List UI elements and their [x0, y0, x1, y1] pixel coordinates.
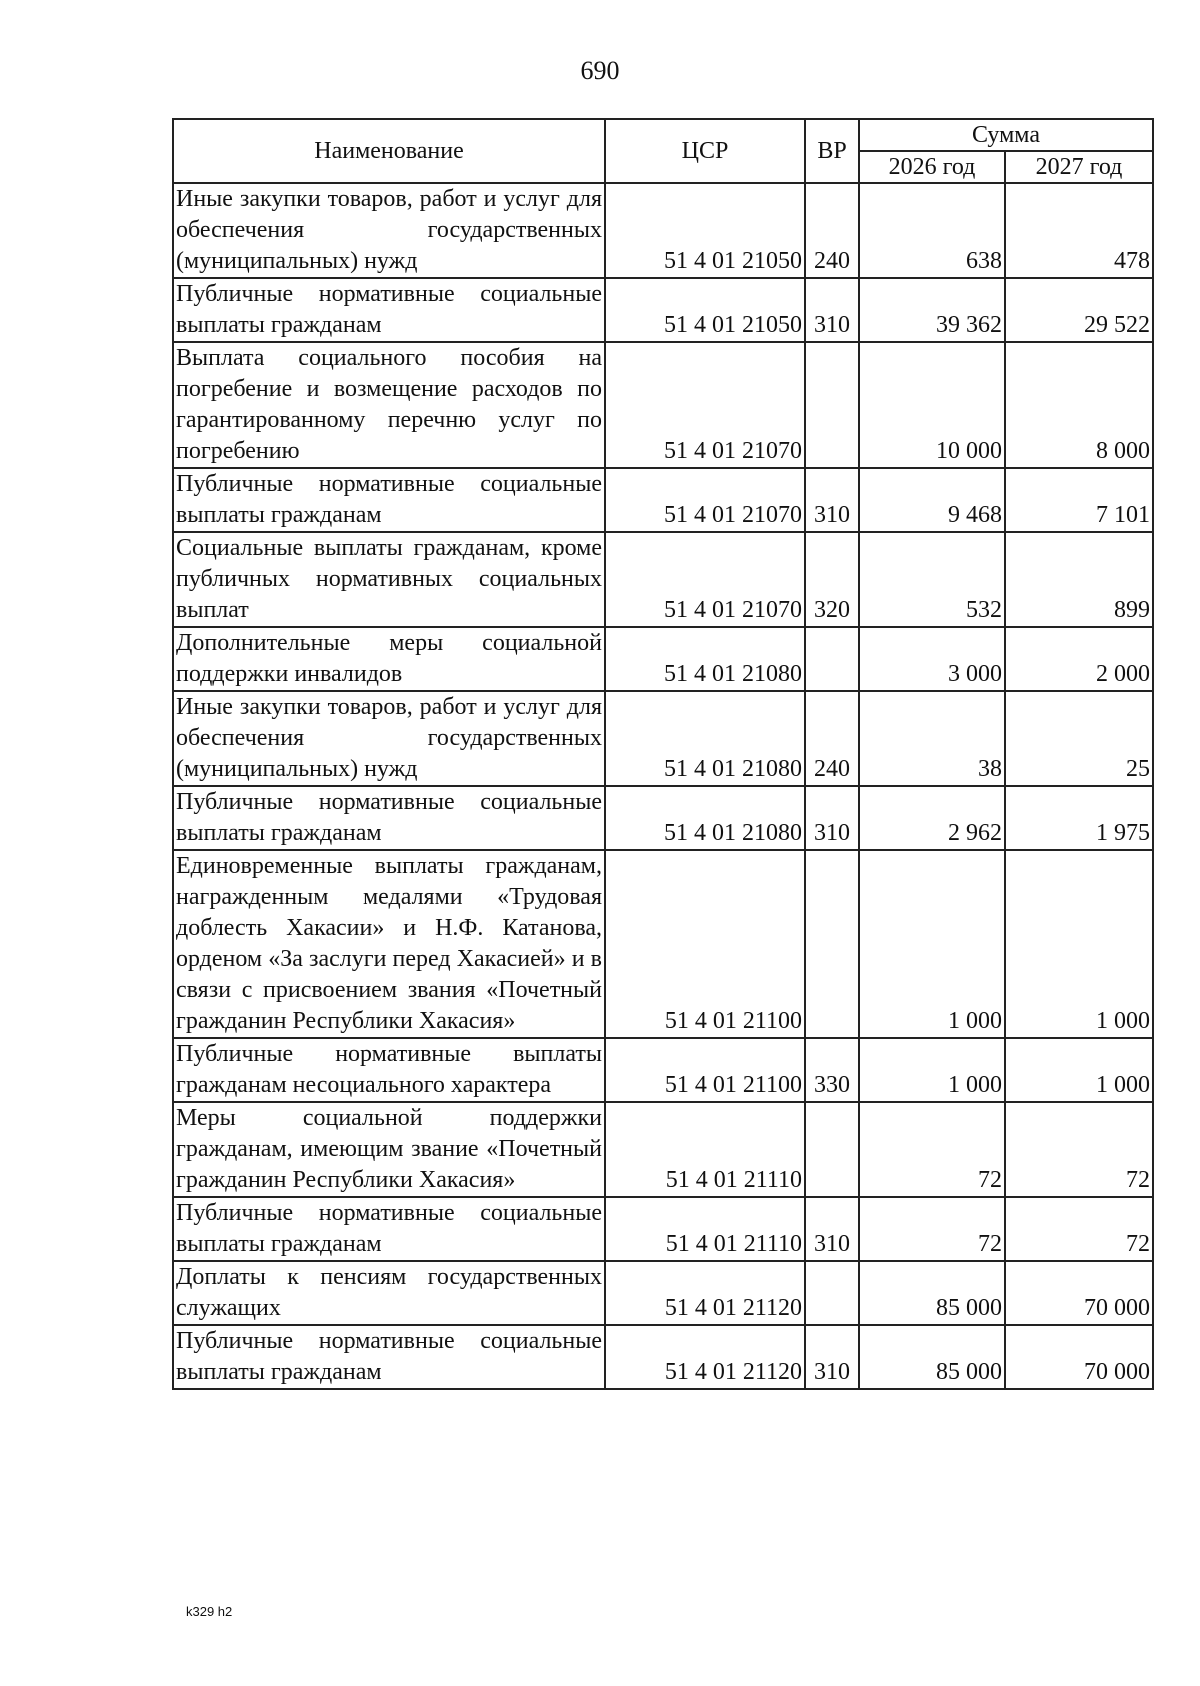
header-vr: ВР	[805, 119, 859, 183]
table-row	[173, 183, 1153, 278]
budget-table	[172, 118, 1154, 1390]
row-name-cell: Публичные нормативные социальные выплаты гражданам	[173, 1197, 605, 1261]
row-vr-cell	[805, 1102, 859, 1197]
table-row	[173, 1325, 1153, 1389]
row-vr-cell: 320	[805, 532, 859, 627]
row-name-cell: Социальные выплаты гражданам, кроме публичных нормативных социальных выплат	[173, 532, 605, 627]
row-csr-cell: 51 4 01 21100	[605, 1038, 805, 1102]
row-2026-cell: 3 000	[859, 627, 1005, 691]
page-number: 690	[580, 56, 620, 85]
row-vr-cell: 310	[805, 786, 859, 850]
table-body	[173, 183, 1153, 1389]
row-name-cell: Публичные нормативные социальные выплаты гражданам	[173, 1325, 605, 1389]
row-2027-cell: 70 000	[1005, 1261, 1153, 1325]
row-2027-cell: 72	[1005, 1197, 1153, 1261]
table-row	[173, 1038, 1153, 1102]
row-vr-cell: 240	[805, 183, 859, 278]
row-name-cell: Доплаты к пенсиям государственных служащих	[173, 1261, 605, 1325]
header-year-2027: 2027 год	[1005, 151, 1153, 183]
row-vr-cell	[805, 627, 859, 691]
row-2026-cell: 85 000	[859, 1261, 1005, 1325]
table-row	[173, 1197, 1153, 1261]
row-2026-cell: 9 468	[859, 468, 1005, 532]
row-csr-cell: 51 4 01 21110	[605, 1102, 805, 1197]
row-csr-cell: 51 4 01 21050	[605, 183, 805, 278]
table-header	[173, 119, 1153, 183]
header-sum: Сумма	[859, 119, 1153, 151]
row-2027-cell: 2 000	[1005, 627, 1153, 691]
row-2027-cell: 478	[1005, 183, 1153, 278]
row-2026-cell: 72	[859, 1197, 1005, 1261]
row-vr-cell: 310	[805, 468, 859, 532]
header-name: Наименование	[173, 119, 605, 183]
row-2027-cell: 72	[1005, 1102, 1153, 1197]
row-2027-cell: 29 522	[1005, 278, 1153, 342]
table-row	[173, 342, 1153, 468]
row-csr-cell: 51 4 01 21070	[605, 468, 805, 532]
row-2027-cell: 1 000	[1005, 1038, 1153, 1102]
row-name-cell: Публичные нормативные социальные выплаты гражданам	[173, 786, 605, 850]
row-2026-cell: 85 000	[859, 1325, 1005, 1389]
row-vr-cell	[805, 1261, 859, 1325]
row-csr-cell: 51 4 01 21070	[605, 532, 805, 627]
row-name-cell: Выплата социального пособия на погребение и возмещение расходов по гарантированному перечню услуг по погребению	[173, 342, 605, 468]
table-row	[173, 532, 1153, 627]
row-2026-cell: 38	[859, 691, 1005, 786]
table-row	[173, 691, 1153, 786]
row-vr-cell	[805, 342, 859, 468]
row-vr-cell: 330	[805, 1038, 859, 1102]
row-vr-cell: 240	[805, 691, 859, 786]
row-csr-cell: 51 4 01 21070	[605, 342, 805, 468]
row-2026-cell: 39 362	[859, 278, 1005, 342]
row-csr-cell: 51 4 01 21080	[605, 786, 805, 850]
row-csr-cell: 51 4 01 21110	[605, 1197, 805, 1261]
row-2027-cell: 7 101	[1005, 468, 1153, 532]
header-csr: ЦСР	[605, 119, 805, 183]
row-2026-cell: 1 000	[859, 1038, 1005, 1102]
row-2027-cell: 1 000	[1005, 850, 1153, 1038]
row-2026-cell: 1 000	[859, 850, 1005, 1038]
row-2026-cell: 2 962	[859, 786, 1005, 850]
row-name-cell: Меры социальной поддержки гражданам, имеющим звание «Почетный гражданин Республики Хакасия»	[173, 1102, 605, 1197]
footer-code: k329 h2	[186, 1604, 233, 1619]
row-2026-cell: 532	[859, 532, 1005, 627]
table-row	[173, 468, 1153, 532]
table-row	[173, 1102, 1153, 1197]
row-2027-cell: 25	[1005, 691, 1153, 786]
row-name-cell: Иные закупки товаров, работ и услуг для обеспечения государственных (муниципальных) нужд	[173, 183, 605, 278]
table-row	[173, 786, 1153, 850]
row-name-cell: Публичные нормативные социальные выплаты гражданам	[173, 468, 605, 532]
row-2026-cell: 638	[859, 183, 1005, 278]
table-row	[173, 1261, 1153, 1325]
row-2026-cell: 10 000	[859, 342, 1005, 468]
row-vr-cell: 310	[805, 1325, 859, 1389]
table-row	[173, 278, 1153, 342]
row-2027-cell: 1 975	[1005, 786, 1153, 850]
row-name-cell: Публичные нормативные социальные выплаты гражданам	[173, 278, 605, 342]
row-csr-cell: 51 4 01 21050	[605, 278, 805, 342]
row-vr-cell	[805, 850, 859, 1038]
row-name-cell: Дополнительные меры социальной поддержки инвалидов	[173, 627, 605, 691]
row-csr-cell: 51 4 01 21120	[605, 1261, 805, 1325]
row-2027-cell: 899	[1005, 532, 1153, 627]
row-name-cell: Единовременные выплаты гражданам, награжденным медалями «Трудовая доблесть Хакасии» и Н.Ф. Катанова, орденом «За заслуги перед Хакасией» и в связи с присвоением звания «Почетный гражданин Республики Хакасия»	[173, 850, 605, 1038]
row-csr-cell: 51 4 01 21120	[605, 1325, 805, 1389]
row-2027-cell: 8 000	[1005, 342, 1153, 468]
table-row	[173, 850, 1153, 1038]
header-year-2026: 2026 год	[859, 151, 1005, 183]
row-name-cell: Публичные нормативные выплаты гражданам несоциального характера	[173, 1038, 605, 1102]
row-2027-cell: 70 000	[1005, 1325, 1153, 1389]
row-csr-cell: 51 4 01 21080	[605, 691, 805, 786]
row-csr-cell: 51 4 01 21080	[605, 627, 805, 691]
header-row-1	[173, 119, 1153, 151]
table-row	[173, 627, 1153, 691]
row-csr-cell: 51 4 01 21100	[605, 850, 805, 1038]
row-vr-cell: 310	[805, 1197, 859, 1261]
row-vr-cell: 310	[805, 278, 859, 342]
row-name-cell: Иные закупки товаров, работ и услуг для обеспечения государственных (муниципальных) нужд	[173, 691, 605, 786]
row-2026-cell: 72	[859, 1102, 1005, 1197]
